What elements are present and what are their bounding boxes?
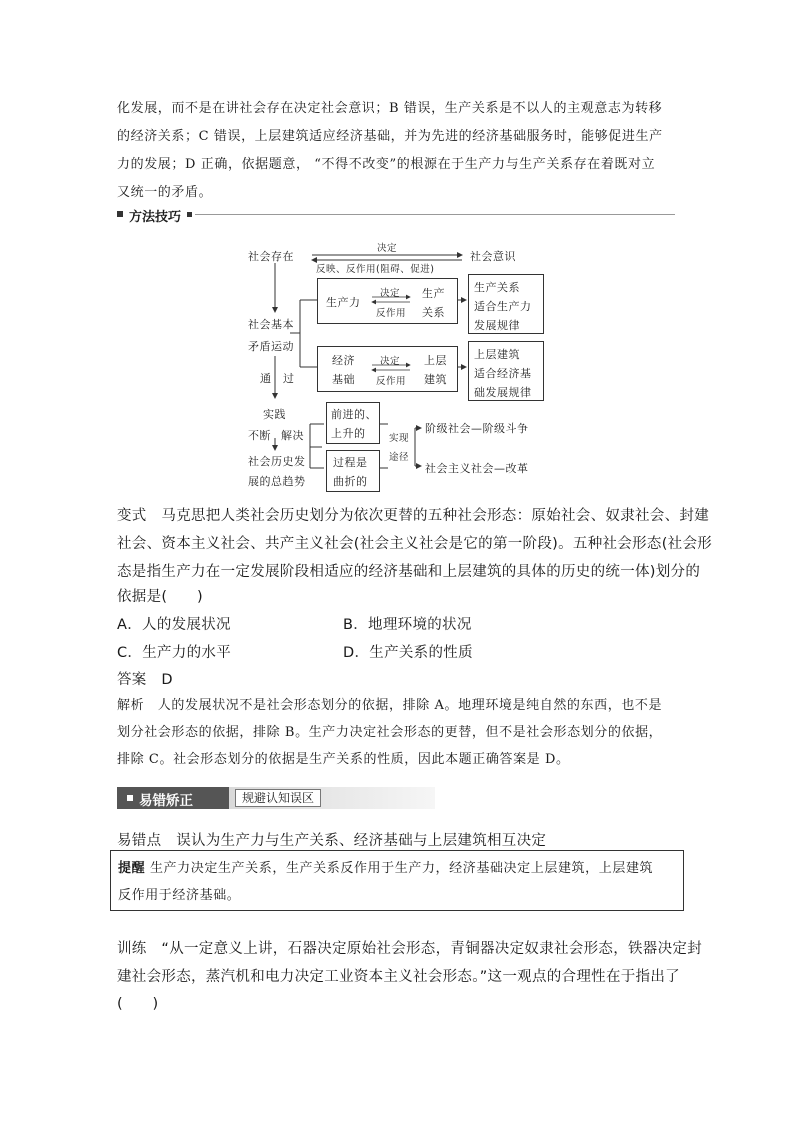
reminder-label: 提醒 xyxy=(118,861,146,876)
diagram-label: 反作用 xyxy=(376,308,407,319)
paragraph-line: 又统一的矛盾。 xyxy=(117,185,213,200)
training-line: ( ) xyxy=(117,996,159,1012)
answer: 答案 D xyxy=(117,672,173,688)
option-d: D．生产关系的性质 xyxy=(343,645,473,661)
diagram-label: 社会存在 xyxy=(248,250,294,263)
diagram-label: 发展规律 xyxy=(474,319,520,332)
diagram-label: 经济 xyxy=(332,354,355,367)
reminder-line: 反作用于经济基础。 xyxy=(118,888,241,903)
law-box xyxy=(468,341,544,401)
diagram-label: 前进的、 xyxy=(331,408,377,421)
method-tips-header xyxy=(117,206,677,226)
question-line: 社会、资本主义社会、共产主义社会(社会主义社会是它的第一阶段)。五种社会形态(社会形 xyxy=(117,536,713,552)
error-point: 易错点 误认为生产力与生产关系、经济基础与上层建筑相互决定 xyxy=(117,833,547,849)
question-line: 变式 马克思把人类社会历史划分为依次更替的五种社会形态：原始社会、奴隶社会、封建 xyxy=(117,508,709,524)
divider xyxy=(195,214,675,215)
training-line: 建社会形态，蒸汽机和电力决定工业资本主义社会形态。”这一观点的合理性在于指出了 xyxy=(117,969,680,985)
option-b: B．地理环境的状况 xyxy=(343,617,472,633)
diagram-label: 通 xyxy=(260,372,272,385)
forward-box xyxy=(326,402,380,444)
section-banner xyxy=(117,787,435,809)
diagram-label: 实现 xyxy=(389,433,410,444)
diagram-label: 建筑 xyxy=(424,373,447,386)
method-tips-title: 方法技巧 xyxy=(129,210,182,225)
diagram-label: 社会主义社会—改革 xyxy=(425,462,529,475)
diagram-label: 反映、反作用(阻碍、促进) xyxy=(316,264,435,275)
diagram-label: 上层建筑 xyxy=(474,348,520,361)
diagram-label: 实践 xyxy=(263,408,286,421)
reminder-text: 生产力决定生产关系，生产关系反作用于生产力，经济基础决定上层建筑，上层建筑 xyxy=(149,861,654,876)
square-bullet-icon xyxy=(117,211,123,217)
option-c: C．生产力的水平 xyxy=(117,645,232,661)
diagram-label: 社会基本 xyxy=(248,318,294,331)
law-box xyxy=(468,274,544,334)
diagram-label: 途径 xyxy=(389,452,410,463)
paragraph-line: 力的发展；D 正确，依据题意， “不得不改变”的根源在于生产力与生产关系存在着既对立 xyxy=(117,157,656,172)
diagram-label: 曲折的 xyxy=(333,475,368,488)
diagram-label: 社会意识 xyxy=(470,250,516,263)
productive-forces-box xyxy=(317,278,458,324)
diagram-label: 展的总趋势 xyxy=(248,475,306,488)
diagram-label: 基础 xyxy=(332,373,355,386)
diagram-label: 解决 xyxy=(281,429,304,442)
analysis-line: 解析 人的发展状况不是社会形态划分的依据，排除 A。地理环境是纯自然的东西，也不是 xyxy=(117,698,663,713)
banner-subtitle: 规避认知误区 xyxy=(235,789,321,807)
diagram-label: 过 xyxy=(283,372,295,385)
diagram-label: 关系 xyxy=(422,306,445,319)
diagram-label: 上升的 xyxy=(331,427,366,440)
paragraph-line: 的经济关系；C 错误，上层建筑适应经济基础，并为先进的经济基础服务时，能够促进生产 xyxy=(117,129,663,144)
diagram-label: 社会历史发 xyxy=(248,455,306,468)
training-line: 训练 “从一定意义上讲，石器决定原始社会形态，青铜器决定奴隶社会形态，铁器决定封 xyxy=(117,941,703,957)
diagram-label: 矛盾运动 xyxy=(248,340,294,353)
diagram-label: 生产关系 xyxy=(474,281,520,294)
diagram-label: 决定 xyxy=(380,288,401,299)
diagram-label: 不断 xyxy=(248,429,271,442)
diagram-label: 决定 xyxy=(377,243,398,254)
diagram-label: 生产 xyxy=(422,287,445,300)
banner-title: 易错矫正 xyxy=(139,793,193,809)
diagram-label: 适合生产力 xyxy=(474,300,532,313)
reminder-line xyxy=(118,857,653,876)
economic-base-box xyxy=(317,346,458,392)
question-line: 依据是( ) xyxy=(117,589,203,605)
question-line: 态是指生产力在一定发展阶段相适应的经济基础和上层建筑的具体的历史的统一体)划分的 xyxy=(117,564,701,580)
diagram-label: 础发展规律 xyxy=(474,386,532,399)
option-a: A．人的发展状况 xyxy=(117,617,231,633)
diagram-label: 上层 xyxy=(424,354,447,367)
square-bullet-icon xyxy=(187,212,192,217)
process-box xyxy=(326,450,380,492)
diagram-label: 决定 xyxy=(380,356,401,367)
analysis-line: 排除 C。社会形态划分的依据是生产关系的性质，因此本题正确答案是 D。 xyxy=(117,752,570,767)
paragraph-line: 化发展，而不是在讲社会存在决定社会意识；B 错误，生产关系是不以人的主观意志为转移 xyxy=(117,101,663,116)
diagram-label: 生产力 xyxy=(326,296,361,309)
diagram-label: 反作用 xyxy=(376,376,407,387)
diagram-label: 过程是 xyxy=(333,456,368,469)
diagram-label: 阶级社会—阶级斗争 xyxy=(425,422,529,435)
diagram-label: 适合经济基 xyxy=(474,367,532,380)
square-bullet-icon xyxy=(127,795,133,801)
analysis-line: 划分社会形态的依据，排除 B。生产力决定社会形态的更替，但不是社会形态划分的依据， xyxy=(117,725,663,740)
